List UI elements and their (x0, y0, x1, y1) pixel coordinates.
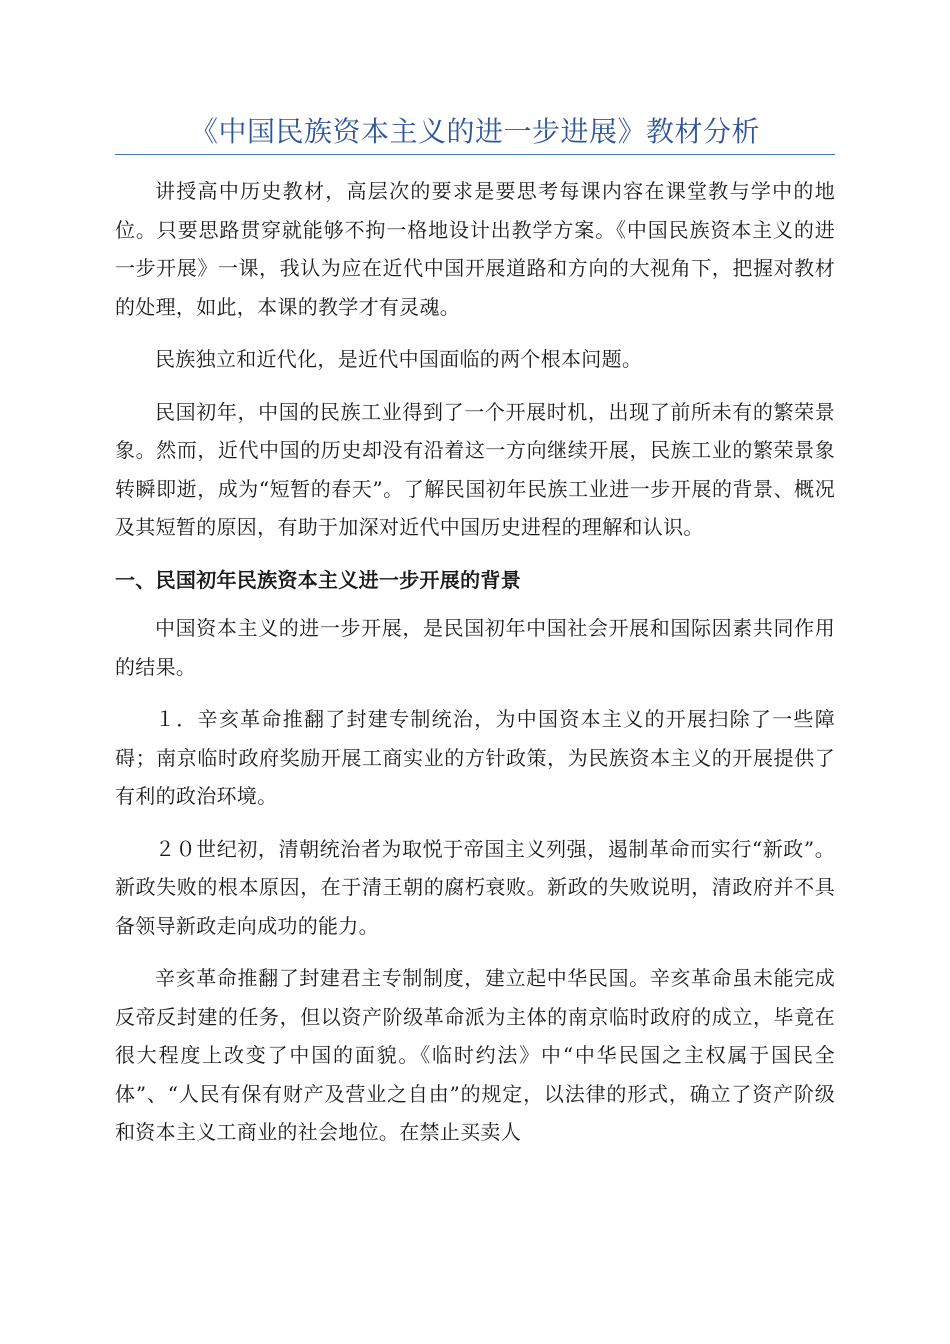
paragraph-core-issues: 民族独立和近代化，是近代中国面临的两个根本问题。 (155, 347, 643, 371)
paragraph-point-1: １．辛亥革命推翻了封建专制统治，为中国资本主义的开展扫除了一些障碍；南京临时政府奖励开展工商实业的方针政策，为民族资本主义的开展提供了有利的政治环境。 (115, 707, 835, 808)
document-body (115, 172, 835, 1166)
section-heading: 一、民国初年民族资本主义进一步开展的背景 (115, 567, 521, 592)
title-underline (115, 154, 835, 155)
paragraph-section-intro: 中国资本主义的进一步开展，是民国初年中国社会开展和国际因素共同作用的结果。 (115, 616, 835, 679)
paragraph-intro: 讲授高中历史教材，高层次的要求是要思考每课内容在课堂教与学中的地位。只要思路贯穿就能够不拘一格地设计出教学方案。《中国民族资本主义的进一步开展》一课，我认为应在近代中国开展道路和方向的大视角下，把握对教材的处理，如此，本课的教学才有灵魂。 (115, 179, 835, 319)
paragraph-new-policy: ２０世纪初，清朝统治者为取悦于帝国主义列强，遏制革命而实行“新政”。新政失败的根本原因，在于清王朝的腐朽衰败。新政的失败说明，清政府并不具备领导新政走向成功的能力。 (115, 836, 835, 938)
paragraph-early-republic: 民国初年，中国的民族工业得到了一个开展时机，出现了前所未有的繁荣景象。然而，近代中国的历史却没有沿着这一方向继续开展，民族工业的繁荣景象转瞬即逝，成为“短暂的春天”。了解民国初年民族工业进一步开展的背景、概况及其短暂的原因，有助于加深对近代中国历史进程的理解和认识。 (115, 399, 835, 539)
paragraph-revolution: 辛亥革命推翻了封建君主专制制度，建立起中华民国。辛亥革命虽未能完成反帝反封建的任务，但以资产阶级革命派为主体的南京临时政府的成立，毕竟在很大程度上改变了中国的面貌。《临时约法》中“中华民国之主权属于国民全体”、“人民有保有财产及营业之自由”的规定，以法律的形式，确立了资产阶级和资本主义工商业的社会地位。在禁止买卖人 (115, 966, 835, 1144)
document-title: 《中国民族资本主义的进一步进展》教材分析 (189, 115, 760, 148)
